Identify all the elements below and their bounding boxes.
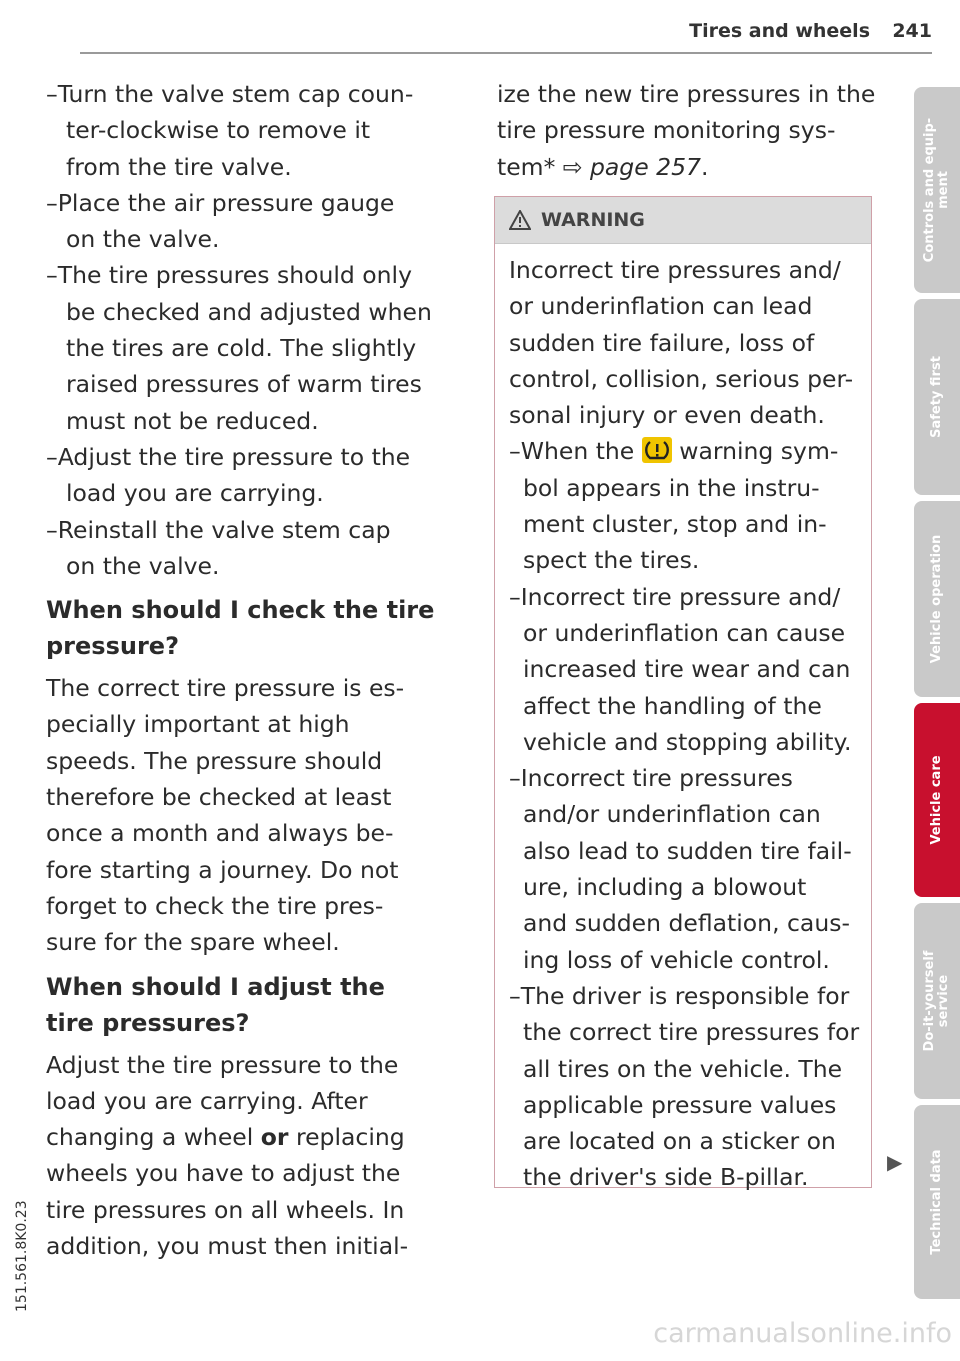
- watermark: carmanualsonline.info: [653, 1318, 952, 1349]
- page-number: 241: [892, 20, 932, 42]
- text-line: sonal injury or even death.: [509, 401, 825, 430]
- text-line: are located on a sticker on: [523, 1127, 836, 1156]
- list-item: [509, 760, 871, 978]
- warning-body: [495, 244, 871, 1196]
- text-line: tire pressures on all wheels. In: [46, 1195, 405, 1224]
- text-line: therefore be checked at least: [46, 783, 392, 812]
- text-line: sure for the spare wheel.: [46, 928, 340, 957]
- warning-title: WARNING: [541, 209, 645, 231]
- text-line: spect the tires.: [523, 546, 700, 575]
- text-line: [509, 433, 871, 469]
- list-item: [46, 512, 456, 585]
- text-line: forget to check the tire pres-: [46, 891, 384, 920]
- text-line: increased tire wear and can: [523, 655, 851, 684]
- text-line: load you are carrying.: [66, 479, 324, 508]
- text-line: affect the handling of the: [523, 691, 822, 720]
- list-item: [46, 185, 456, 258]
- text-line: the tires are cold. The slightly: [66, 334, 417, 363]
- document-code: 151.561.8K0.23: [14, 1200, 30, 1312]
- tab-label: Do-it-yourself service: [922, 950, 951, 1052]
- heading-line: When should I check the tire: [46, 596, 435, 625]
- paragraph: [46, 1047, 456, 1265]
- text-line: on the valve.: [66, 225, 220, 254]
- text-line: all tires on the vehicle. The: [523, 1054, 843, 1083]
- tab-label: Technical data: [929, 1149, 944, 1255]
- tab-vehicle-care[interactable]: [914, 703, 960, 897]
- tab-label: Vehicle care: [929, 755, 944, 845]
- text-line: or underinflation can cause: [523, 618, 846, 647]
- bold-word: or: [260, 1123, 289, 1152]
- text-line: fore starting a journey. Do not: [46, 855, 399, 884]
- text-line: pecially important at high: [46, 710, 350, 739]
- text-line: once a month and always be-: [46, 819, 394, 848]
- text-line: Adjust the tire pressure to the: [46, 1050, 399, 1079]
- tab-controls-and-equipment[interactable]: [914, 87, 960, 293]
- text-line: bol appears in the instru-: [523, 473, 820, 502]
- text-line: ter-clockwise to remove it: [66, 116, 371, 145]
- continue-arrow-icon: ▶: [887, 1150, 903, 1174]
- text-line: must not be reduced.: [66, 406, 319, 435]
- text-line: the driver's side B-pillar.: [523, 1163, 809, 1192]
- tab-technical-data[interactable]: [914, 1105, 960, 1299]
- text-line: speeds. The pressure should: [46, 746, 383, 775]
- tab-label: Vehicle operation: [929, 534, 944, 664]
- text-line: raised pressures of warm tires: [66, 370, 422, 399]
- list-item: [46, 76, 456, 185]
- left-column: [46, 76, 456, 1264]
- section-heading: [46, 592, 456, 664]
- text-line: or underinflation can lead: [509, 292, 813, 321]
- tab-safety-first[interactable]: [914, 299, 960, 495]
- warning-box: [494, 196, 872, 1192]
- text-line: and sudden deflation, caus-: [523, 909, 850, 938]
- text-line: load you are carrying. After: [46, 1086, 368, 1115]
- text-line: sudden tire failure, loss of: [509, 328, 815, 357]
- tire-pressure-warning-icon: [642, 437, 672, 463]
- text-span: warning sym-: [671, 437, 839, 466]
- text-line: –The tire pressures should only: [46, 261, 412, 290]
- section-heading: [46, 969, 456, 1041]
- text-line: applicable pressure values: [523, 1090, 837, 1119]
- text-line: from the tire valve.: [66, 152, 292, 181]
- text-line: The correct tire pressure is es-: [46, 674, 405, 703]
- text-line: tire pressure monitoring sys-: [497, 116, 836, 145]
- list-item: [509, 433, 871, 578]
- text-line: –Incorrect tire pressures: [509, 764, 793, 793]
- text-line: addition, you must then initial-: [46, 1232, 409, 1261]
- text-line: –The driver is responsible for: [509, 981, 850, 1010]
- text-line: [46, 1119, 456, 1155]
- heading-line: tire pressures?: [46, 1008, 250, 1037]
- header-rule: [80, 52, 932, 54]
- text-line: the correct tire pressures for: [523, 1018, 860, 1047]
- text-line: vehicle and stopping ability.: [523, 727, 852, 756]
- text-line: on the valve.: [66, 551, 220, 580]
- list-item: [46, 439, 456, 512]
- list-item: [509, 978, 871, 1196]
- tab-label: Controls and equip- ment: [922, 117, 951, 263]
- text-line: be checked and adjusted when: [66, 297, 432, 326]
- text-line: and/or underinflation can: [523, 800, 821, 829]
- tab-vehicle-operation[interactable]: [914, 501, 960, 697]
- heading-line: When should I adjust the: [46, 972, 385, 1001]
- text-line: ize the new tire pressures in the: [497, 80, 876, 108]
- tab-do-it-yourself-service[interactable]: [914, 903, 960, 1099]
- page-reference-link[interactable]: page 257: [589, 152, 702, 181]
- right-column: [497, 76, 876, 185]
- heading-line: pressure?: [46, 632, 179, 661]
- text-line: –Incorrect tire pressure and/: [509, 582, 841, 611]
- running-title: Tires and wheels: [689, 20, 870, 42]
- text-line: –Adjust the tire pressure to the: [46, 442, 411, 471]
- text-line: –Turn the valve stem cap coun-: [46, 80, 414, 108]
- text-span: tem*: [497, 152, 563, 181]
- text-span: .: [701, 152, 709, 181]
- list-item: [46, 257, 456, 438]
- text-line: [497, 149, 873, 185]
- text-line: –Reinstall the valve stem cap: [46, 515, 391, 544]
- text-line: control, collision, serious per-: [509, 364, 854, 393]
- text-span: changing a wheel: [46, 1123, 261, 1152]
- tab-label: Safety first: [929, 356, 944, 438]
- text-line: ure, including a blowout: [523, 873, 807, 902]
- text-line: Incorrect tire pressures and/: [509, 256, 841, 284]
- paragraph: [46, 670, 456, 960]
- text-span: replacing: [288, 1123, 405, 1152]
- text-line: wheels you have to adjust the: [46, 1159, 401, 1188]
- text-line: ment cluster, stop and in-: [523, 510, 827, 539]
- text-span: –When the: [509, 437, 642, 466]
- warning-header: [495, 197, 871, 244]
- warning-triangle-icon: [509, 210, 531, 230]
- arrow-icon: ⇨: [562, 152, 583, 181]
- text-line: –Place the air pressure gauge: [46, 188, 395, 217]
- text-line: also lead to sudden tire fail-: [523, 836, 852, 865]
- list-item: [509, 579, 871, 760]
- text-line: ing loss of vehicle control.: [523, 945, 830, 974]
